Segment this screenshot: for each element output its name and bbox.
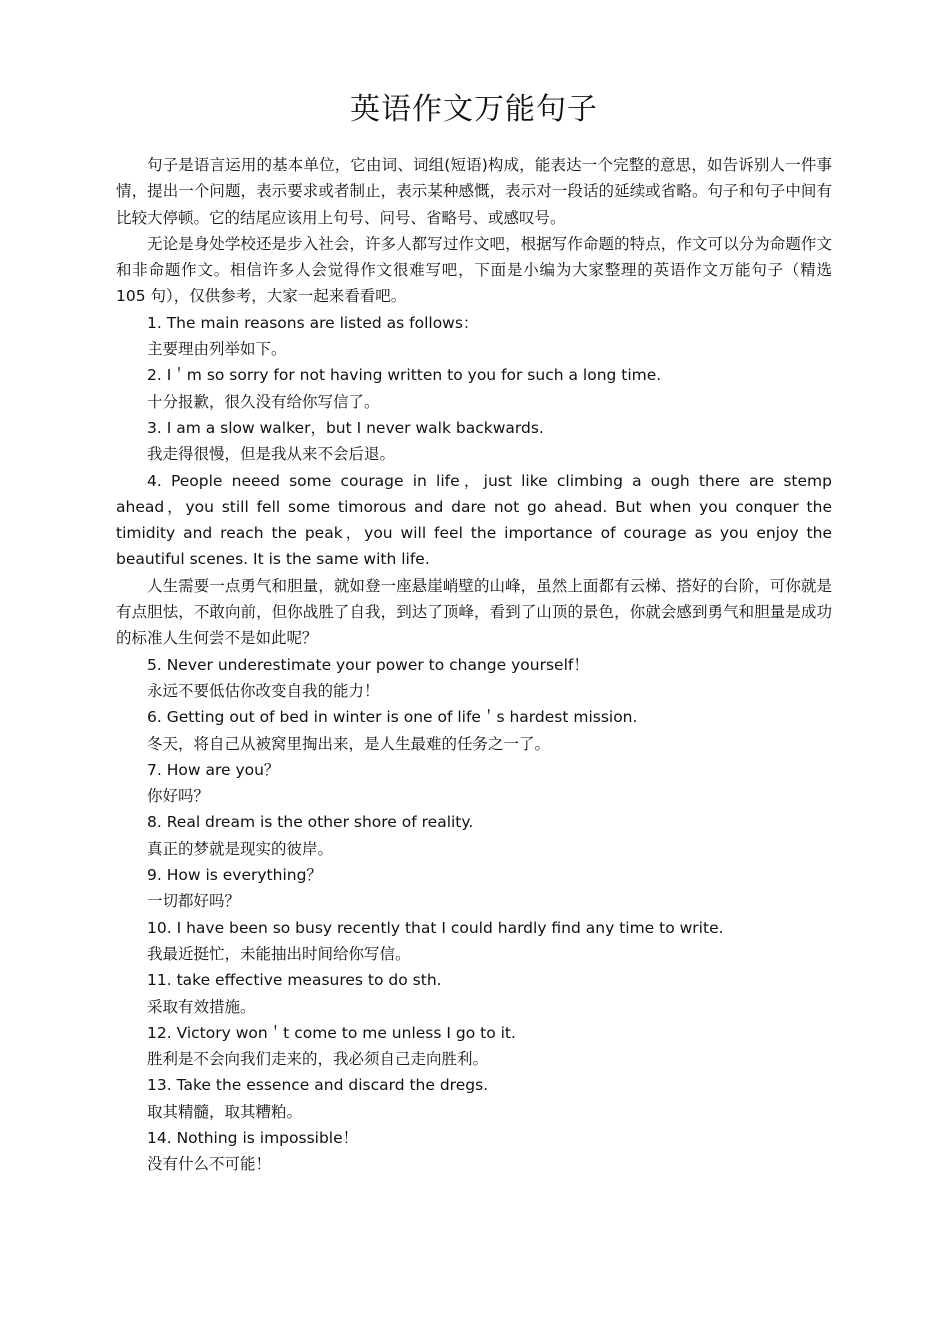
paragraph: 8. Real dream is the other shore of reality. (147, 813, 474, 832)
paragraph: 11. take effective measures to do sth. (147, 971, 442, 990)
paragraph: 1. The main reasons are listed as follows： (147, 313, 479, 332)
paragraph: 永远不要低估你改变自我的能力！ (147, 681, 380, 700)
paragraph: 取其精髓，取其糟粕。 (147, 1102, 303, 1121)
paragraph: 10. I have been so busy recently that I could hardly find any time to write. (147, 918, 724, 937)
paragraph: 真正的梦就是现实的彼岸。 (147, 839, 334, 858)
paragraph: 采取有效措施。 (147, 997, 256, 1016)
paragraph: 胜利是不会向我们走来的，我必须自己走向胜利。 (147, 1050, 489, 1069)
paragraph: 3. I am a slow walker，but I never walk backwards. (147, 418, 544, 437)
paragraph: 没有什么不可能！ (147, 1155, 272, 1174)
page-title: 英语作文万能句子 (350, 92, 598, 127)
paragraph: 14. Nothing is impossible！ (147, 1128, 359, 1147)
paragraph: 我最近挺忙，未能抽出时间给你写信。 (147, 944, 411, 963)
paragraph: 12. Victory won＇t come to me unless I go to it. (147, 1023, 516, 1042)
paragraph: 5. Never underestimate your power to change yourself！ (147, 655, 589, 674)
paragraph: 9. How is everything？ (147, 866, 322, 885)
paragraph: 十分报歉，很久没有给你写信了。 (147, 392, 380, 411)
paragraph: 13. Take the essence and discard the dregs. (147, 1076, 489, 1095)
paragraph: 人生需要一点勇气和胆量，就如登一座悬崖峭壁的山峰，虽然上面都有云梯、搭好的台阶，可你就是有点胆怯，不敢向前，但你战胜了自我，到达了顶峰，看到了山顶的景色，你就会感到勇气和胆量是成功的标准人生何尝不是如此呢？ (116, 576, 832, 648)
paragraph: 句子是语言运用的基本单位，它由词、词组(短语)构成，能表达一个完整的意思，如告诉别人一件事情，提出一个问题，表示要求或者制止，表示某种感慨，表示对一段话的延续或省略。句子和句子中间有比较大停顿。它的结尾应该用上句号、问号、省略号、或感叹号。 (116, 156, 832, 227)
paragraph: 2. I＇m so sorry for not having written to you for such a long time. (147, 366, 662, 385)
paragraph: 7. How are you？ (147, 760, 280, 779)
paragraph: 你好吗？ (147, 787, 210, 806)
paragraph: 冬天，将自己从被窝里掏出来，是人生最难的任务之一了。 (147, 734, 551, 753)
paragraph: 6. Getting out of bed in winter is one of life＇s hardest mission. (147, 708, 638, 727)
paragraph: 4. People neeed some courage in life，just like climbing a ough there are stemp ahead，you still fell some timorous and dare not go ahead. But when you conquer the timidity and reach the peak，you will feel the importance of courage as you enjoy the beautiful scenes. It is the same with life. (116, 471, 832, 569)
paragraph: 我走得很慢，但是我从来不会后退。 (147, 445, 396, 464)
paragraph: 一切都好吗？ (147, 892, 241, 911)
document-body (116, 152, 832, 1178)
paragraph: 主要理由列举如下。 (147, 340, 287, 359)
paragraph: 无论是身处学校还是步入社会，许多人都写过作文吧，根据写作命题的特点，作文可以分为命题作文和非命题作文。相信许多人会觉得作文很难写吧，下面是小编为大家整理的英语作文万能句子（精选 105 句），仅供参考，大家一起来看看吧。 (116, 234, 832, 306)
